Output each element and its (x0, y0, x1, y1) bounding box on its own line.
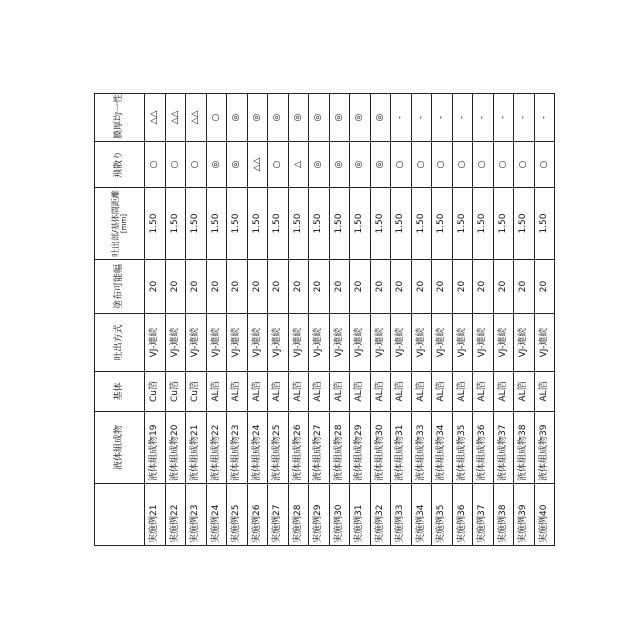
cell-substrate: AL箔 (309, 372, 330, 412)
table-row (534, 94, 555, 546)
cell-method: VJ-連続 (268, 314, 289, 372)
cell-method: VJ-連続 (247, 314, 268, 372)
cell-composition: 液体組成物30 (370, 412, 391, 484)
cell-uniformity: △△ (145, 94, 166, 142)
cell-composition: 液体組成物37 (493, 412, 514, 484)
cell-scatter: ○ (534, 142, 555, 188)
cell-method: VJ-連続 (411, 314, 432, 372)
cell-uniformity: ◎ (309, 94, 330, 142)
header-row (95, 94, 145, 546)
table-row (288, 94, 309, 546)
cell-composition: 液体組成物39 (534, 412, 555, 484)
cell-composition: 液体組成物35 (452, 412, 473, 484)
cell-uniformity: △△ (186, 94, 207, 142)
cell-scatter: ○ (268, 142, 289, 188)
cell-uniformity: ○ (206, 94, 227, 142)
table-row (309, 94, 330, 546)
cell-width: 20 (493, 260, 514, 314)
cell-uniformity: ◎ (268, 94, 289, 142)
cell-method: VJ-連続 (186, 314, 207, 372)
cell-example: 実施例36 (452, 484, 473, 546)
cell-substrate: Cu箔 (145, 372, 166, 412)
cell-width: 20 (432, 260, 453, 314)
cell-composition: 液体組成物29 (350, 412, 371, 484)
results-table (94, 93, 555, 546)
cell-distance: 1.50 (350, 188, 371, 260)
table-row (165, 94, 186, 546)
cell-width: 20 (165, 260, 186, 314)
header-width: 塗布可能幅 (95, 260, 145, 314)
cell-distance: 1.50 (411, 188, 432, 260)
cell-example: 実施例33 (391, 484, 412, 546)
cell-distance: 1.50 (268, 188, 289, 260)
table-row (268, 94, 289, 546)
cell-example: 実施例30 (329, 484, 350, 546)
cell-width: 20 (370, 260, 391, 314)
cell-example: 実施例40 (534, 484, 555, 546)
cell-distance: 1.50 (391, 188, 412, 260)
cell-substrate: AL箔 (247, 372, 268, 412)
cell-scatter: ○ (493, 142, 514, 188)
cell-width: 20 (227, 260, 248, 314)
table-row (206, 94, 227, 546)
cell-scatter: ○ (452, 142, 473, 188)
cell-method: VJ-連続 (432, 314, 453, 372)
header-uniformity: 膜厚均一性 (95, 94, 145, 142)
cell-width: 20 (473, 260, 494, 314)
cell-uniformity: ◎ (227, 94, 248, 142)
cell-composition: 液体組成物19 (145, 412, 166, 484)
cell-uniformity: - (534, 94, 555, 142)
cell-distance: 1.50 (309, 188, 330, 260)
cell-uniformity: ◎ (247, 94, 268, 142)
cell-uniformity: - (391, 94, 412, 142)
cell-example: 実施例29 (309, 484, 330, 546)
cell-method: VJ-連続 (145, 314, 166, 372)
cell-composition: 液体組成物24 (247, 412, 268, 484)
cell-width: 20 (391, 260, 412, 314)
cell-composition: 液体組成物22 (206, 412, 227, 484)
cell-distance: 1.50 (370, 188, 391, 260)
cell-scatter: ○ (432, 142, 453, 188)
cell-example: 実施例25 (227, 484, 248, 546)
cell-method: VJ-連続 (288, 314, 309, 372)
cell-example: 実施例37 (473, 484, 494, 546)
header-distance-label: 吐出部/基体間距離 (111, 190, 120, 257)
cell-example: 実施例38 (493, 484, 514, 546)
table-row (452, 94, 473, 546)
table-row (391, 94, 412, 546)
cell-distance: 1.50 (145, 188, 166, 260)
header-composition: 液体組成物 (95, 412, 145, 484)
cell-composition: 液体組成物31 (391, 412, 412, 484)
header-substrate: 基体 (95, 372, 145, 412)
cell-distance: 1.50 (288, 188, 309, 260)
table-row (227, 94, 248, 546)
cell-width: 20 (452, 260, 473, 314)
cell-example: 実施例34 (411, 484, 432, 546)
cell-width: 20 (288, 260, 309, 314)
cell-scatter: ◎ (227, 142, 248, 188)
cell-distance: 1.50 (473, 188, 494, 260)
cell-distance: 1.50 (493, 188, 514, 260)
table-row (370, 94, 391, 546)
cell-composition: 液体組成物38 (514, 412, 535, 484)
cell-substrate: AL箔 (411, 372, 432, 412)
cell-example: 実施例35 (432, 484, 453, 546)
cell-composition: 液体組成物36 (473, 412, 494, 484)
cell-scatter: ○ (165, 142, 186, 188)
cell-scatter: △ (288, 142, 309, 188)
cell-scatter: ○ (391, 142, 412, 188)
cell-substrate: AL箔 (493, 372, 514, 412)
table-row (514, 94, 535, 546)
cell-substrate: AL箔 (288, 372, 309, 412)
header-distance (95, 188, 145, 260)
cell-width: 20 (247, 260, 268, 314)
cell-substrate: Cu箔 (186, 372, 207, 412)
cell-distance: 1.50 (329, 188, 350, 260)
cell-example: 実施例26 (247, 484, 268, 546)
table-row (247, 94, 268, 546)
cell-example: 実施例23 (186, 484, 207, 546)
cell-scatter: ○ (473, 142, 494, 188)
cell-uniformity: △△ (165, 94, 186, 142)
cell-method: VJ-連続 (473, 314, 494, 372)
cell-example: 実施例22 (165, 484, 186, 546)
cell-width: 20 (268, 260, 289, 314)
table-row (473, 94, 494, 546)
cell-distance: 1.50 (165, 188, 186, 260)
cell-substrate: AL箔 (534, 372, 555, 412)
cell-substrate: AL箔 (329, 372, 350, 412)
cell-uniformity: ◎ (370, 94, 391, 142)
table-row (329, 94, 350, 546)
cell-distance: 1.50 (247, 188, 268, 260)
table-row (350, 94, 371, 546)
cell-scatter: ○ (145, 142, 166, 188)
cell-distance: 1.50 (227, 188, 248, 260)
cell-composition: 液体組成物25 (268, 412, 289, 484)
cell-composition: 液体組成物21 (186, 412, 207, 484)
cell-substrate: AL箔 (370, 372, 391, 412)
cell-method: VJ-連続 (493, 314, 514, 372)
table-row (493, 94, 514, 546)
cell-substrate: AL箔 (350, 372, 371, 412)
cell-substrate: AL箔 (514, 372, 535, 412)
cell-method: VJ-連続 (227, 314, 248, 372)
cell-example: 実施例24 (206, 484, 227, 546)
cell-substrate: AL箔 (391, 372, 412, 412)
cell-method: VJ-連続 (350, 314, 371, 372)
cell-width: 20 (309, 260, 330, 314)
header-method: 吐出方式 (95, 314, 145, 372)
cell-method: VJ-連続 (452, 314, 473, 372)
cell-scatter: ◎ (350, 142, 371, 188)
cell-method: VJ-連続 (206, 314, 227, 372)
cell-composition: 液体組成物26 (288, 412, 309, 484)
cell-distance: 1.50 (534, 188, 555, 260)
header-distance-unit: [mm] (120, 190, 128, 257)
table-row (145, 94, 166, 546)
cell-composition: 液体組成物20 (165, 412, 186, 484)
cell-example: 実施例31 (350, 484, 371, 546)
table-row (186, 94, 207, 546)
rotated-page (94, 94, 546, 546)
cell-uniformity: ◎ (350, 94, 371, 142)
cell-substrate: AL箔 (206, 372, 227, 412)
cell-uniformity: ◎ (329, 94, 350, 142)
cell-method: VJ-連続 (534, 314, 555, 372)
cell-width: 20 (514, 260, 535, 314)
cell-composition: 液体組成物23 (227, 412, 248, 484)
cell-substrate: AL箔 (452, 372, 473, 412)
table-row (411, 94, 432, 546)
cell-example: 実施例21 (145, 484, 166, 546)
cell-distance: 1.50 (206, 188, 227, 260)
cell-uniformity: - (452, 94, 473, 142)
cell-uniformity: ◎ (288, 94, 309, 142)
table-row (432, 94, 453, 546)
cell-uniformity: - (411, 94, 432, 142)
cell-substrate: Cu箔 (165, 372, 186, 412)
cell-scatter: ◎ (370, 142, 391, 188)
cell-substrate: AL箔 (227, 372, 248, 412)
cell-width: 20 (329, 260, 350, 314)
cell-width: 20 (350, 260, 371, 314)
cell-distance: 1.50 (514, 188, 535, 260)
cell-distance: 1.50 (186, 188, 207, 260)
cell-distance: 1.50 (432, 188, 453, 260)
cell-uniformity: - (432, 94, 453, 142)
cell-width: 20 (411, 260, 432, 314)
cell-width: 20 (145, 260, 166, 314)
cell-scatter: ○ (514, 142, 535, 188)
cell-uniformity: - (514, 94, 535, 142)
header-scatter: 飛散り (95, 142, 145, 188)
cell-scatter: ◎ (206, 142, 227, 188)
cell-scatter: ◎ (309, 142, 330, 188)
cell-width: 20 (186, 260, 207, 314)
cell-uniformity: - (473, 94, 494, 142)
cell-composition: 液体組成物34 (432, 412, 453, 484)
cell-distance: 1.50 (452, 188, 473, 260)
cell-uniformity: - (493, 94, 514, 142)
cell-method: VJ-連続 (514, 314, 535, 372)
cell-composition: 液体組成物28 (329, 412, 350, 484)
cell-method: VJ-連続 (370, 314, 391, 372)
cell-scatter: ○ (411, 142, 432, 188)
cell-example: 実施例39 (514, 484, 535, 546)
cell-method: VJ-連続 (391, 314, 412, 372)
cell-substrate: AL箔 (432, 372, 453, 412)
cell-example: 実施例28 (288, 484, 309, 546)
cell-scatter: △△ (247, 142, 268, 188)
cell-method: VJ-連続 (165, 314, 186, 372)
cell-scatter: ○ (186, 142, 207, 188)
cell-example: 実施例32 (370, 484, 391, 546)
cell-width: 20 (534, 260, 555, 314)
cell-substrate: AL箔 (268, 372, 289, 412)
cell-composition: 液体組成物33 (411, 412, 432, 484)
cell-scatter: ◎ (329, 142, 350, 188)
cell-method: VJ-連続 (309, 314, 330, 372)
cell-example: 実施例27 (268, 484, 289, 546)
header-example (95, 484, 145, 546)
cell-width: 20 (206, 260, 227, 314)
cell-method: VJ-連続 (329, 314, 350, 372)
cell-composition: 液体組成物27 (309, 412, 330, 484)
cell-substrate: AL箔 (473, 372, 494, 412)
